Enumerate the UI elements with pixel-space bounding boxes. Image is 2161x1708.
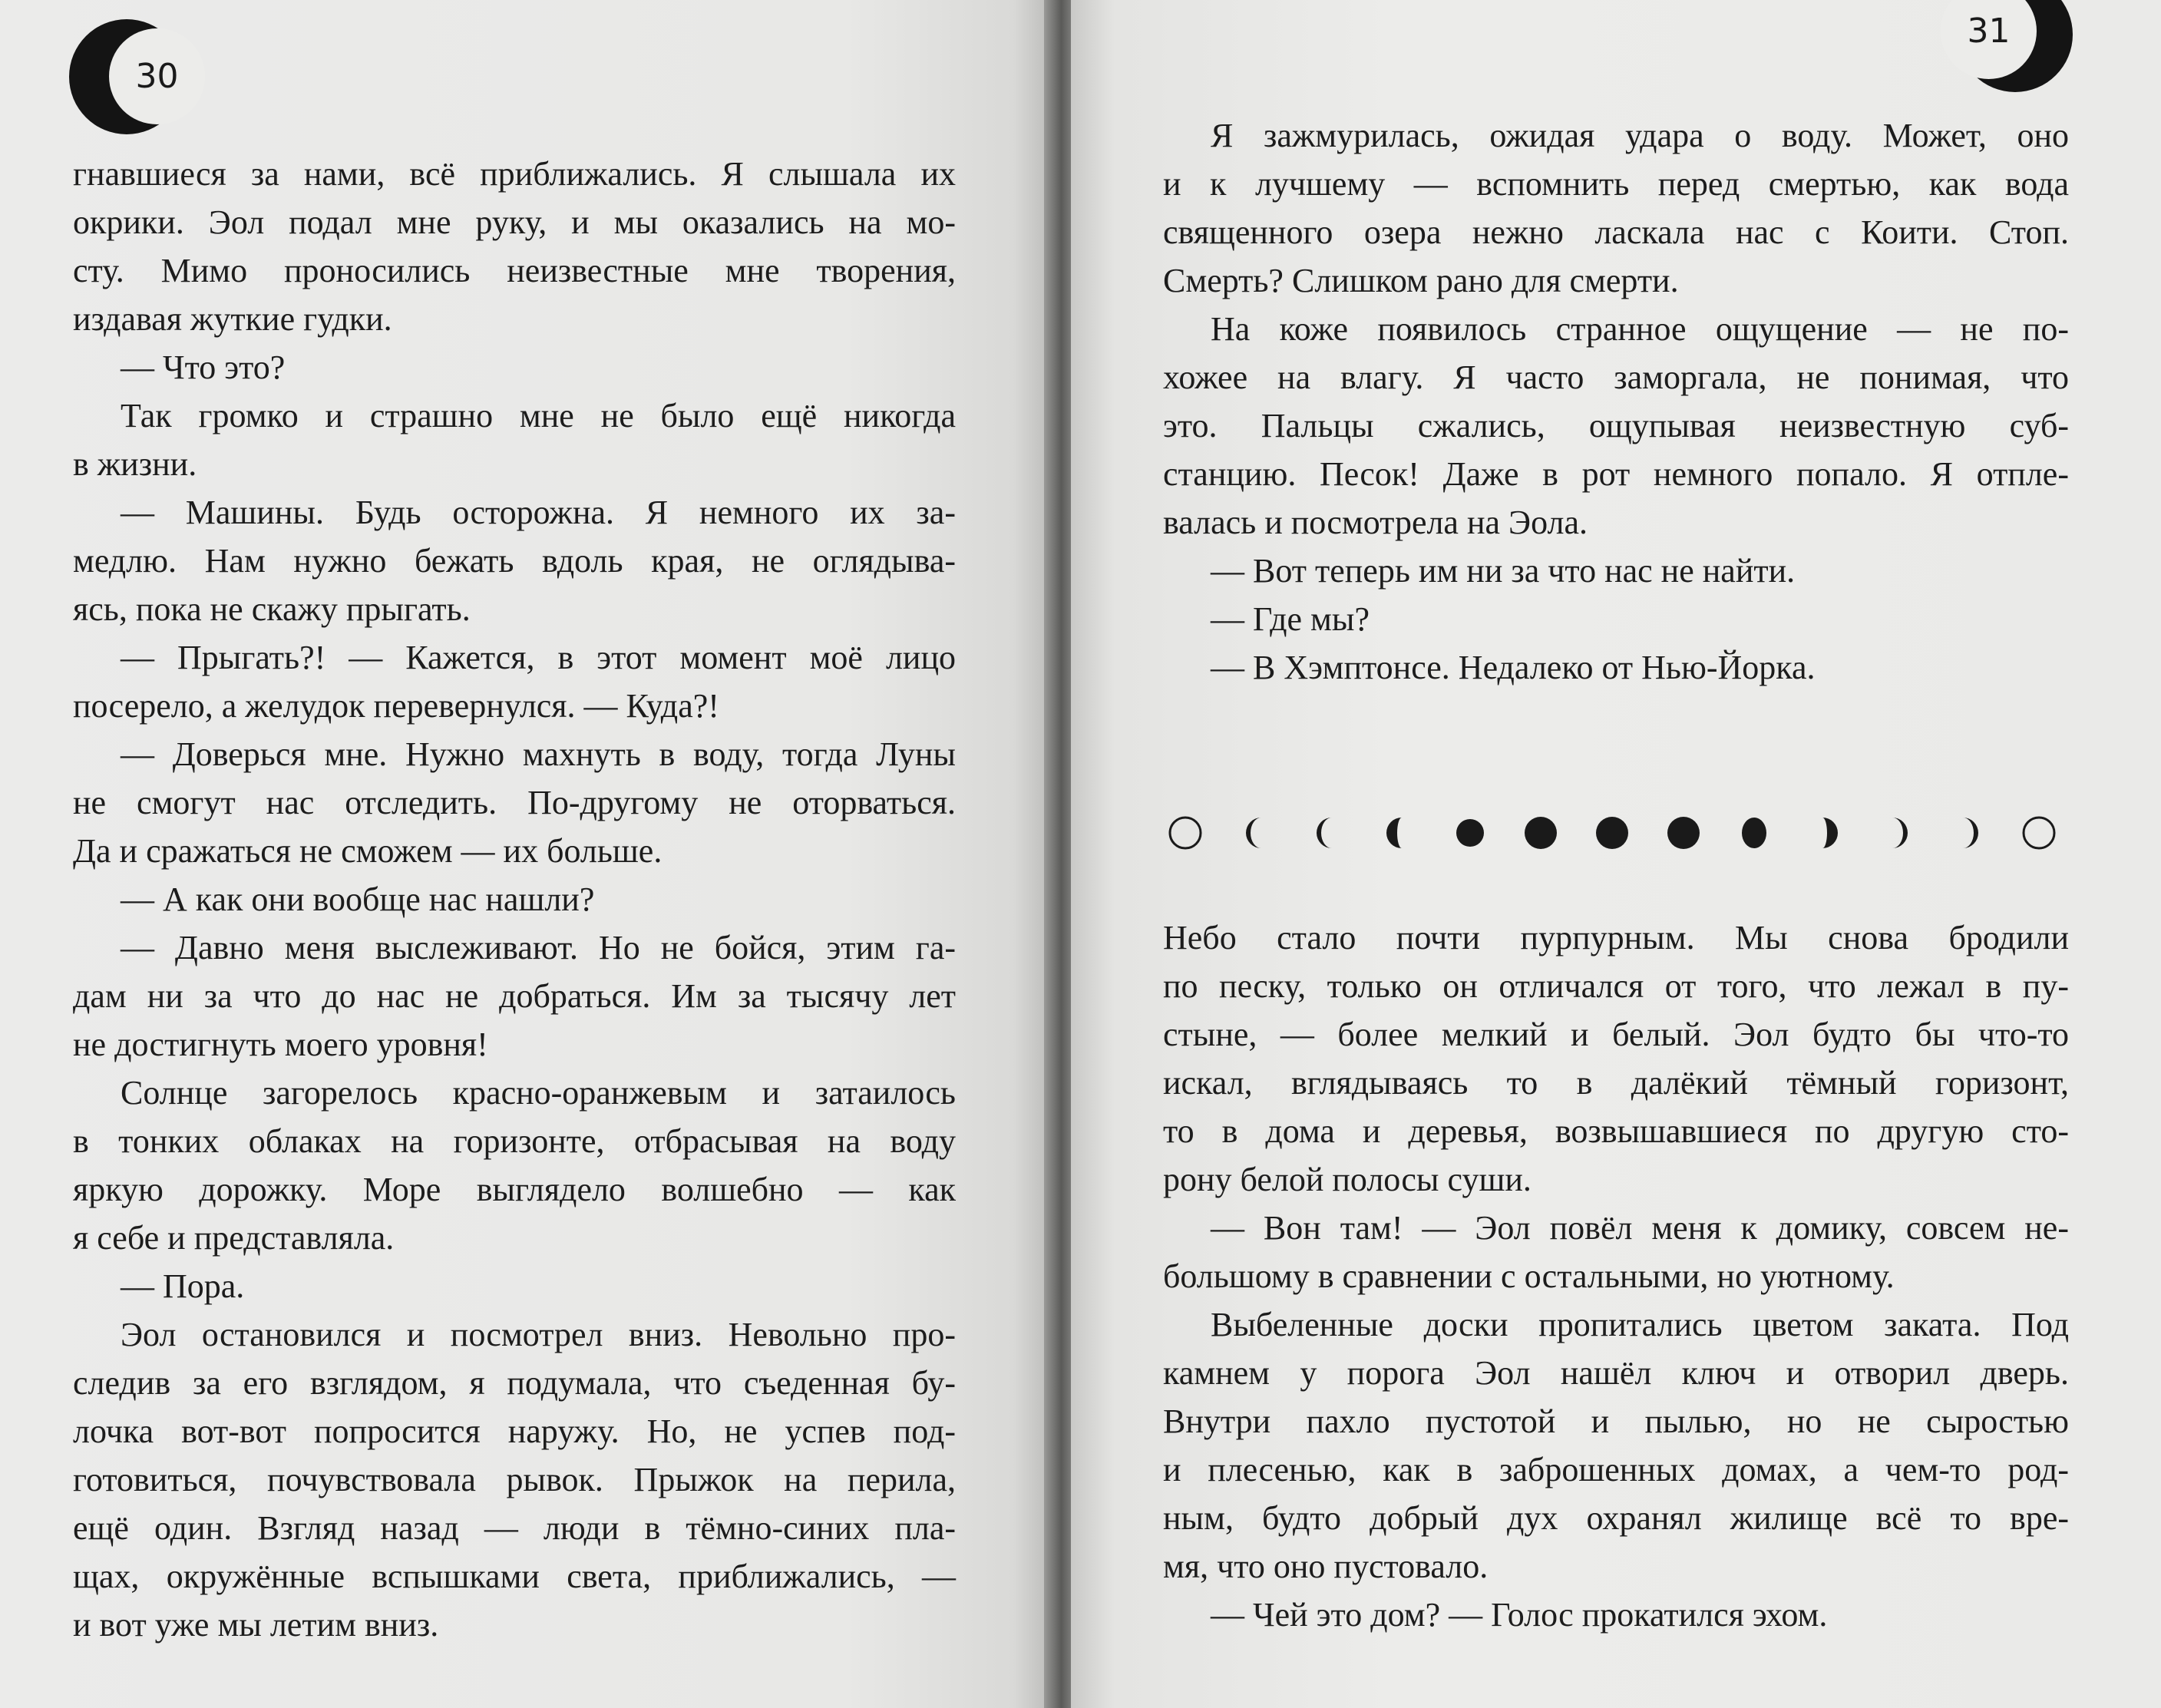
text-line: Солнце загорелось красно-оранжевым и затаилось [121, 1074, 956, 1112]
right-page-body-bottom [1163, 913, 2069, 1639]
waxing-crescent-icon [1238, 814, 1275, 851]
text-line: хожее на влагу. Я часто заморгала, не понимая, что [1163, 358, 2069, 396]
waning-gibbous-icon [1736, 814, 1773, 851]
text-line: это. Пальцы сжались, ощупывая неизвестную суб- [1163, 407, 2069, 444]
right-page-body-top [1163, 111, 2069, 692]
text-line: камнем у порога Эол нашёл ключ и отворил дверь. [1163, 1354, 2069, 1392]
page-number-badge-left [69, 19, 184, 134]
text-line: — Что это? [121, 349, 286, 386]
text-line: дам ни за что до нас не добраться. Им за тысячу лет [73, 977, 956, 1015]
text-line: стыне, — более мелкий и белый. Эол будто бы что-то [1163, 1016, 2069, 1053]
new-moon-icon [1167, 814, 1204, 851]
text-line: — Чей это дом? — Голос прокатился эхом. [1211, 1596, 1828, 1634]
left-page-body [73, 150, 956, 1649]
text-line: станцию. Песок! Даже в рот немного попало. Я отпле- [1163, 455, 2069, 493]
text-line: не достигнуть моего уровня! [73, 1026, 488, 1063]
text-line: яркую дорожку. Море выглядело волшебно — как [73, 1171, 956, 1208]
text-line: — Пора. [121, 1267, 245, 1305]
text-line: Небо стало почти пурпурным. Мы снова бродили [1163, 919, 2069, 956]
text-line: в жизни. [73, 445, 197, 483]
right-page [1071, 0, 2161, 1708]
text-line: — Вон там! — Эол повёл меня к домику, совсем не- [1211, 1209, 2069, 1247]
page-number: 30 [135, 57, 179, 96]
text-line: не смогут нас отследить. По-другому не оторваться. [73, 784, 956, 821]
text-line: и к лучшему — вспомнить перед смертью, как вода [1163, 165, 2069, 203]
text-line: Я зажмурилась, ожидая удара о воду. Может, оно [1211, 117, 2069, 154]
moon-phase-separator [1167, 806, 2057, 860]
text-line: Да и сражаться не сможем — их больше. [73, 832, 663, 870]
text-line: и вот уже мы летим вниз. [73, 1606, 439, 1644]
new-moon-icon [2021, 814, 2057, 851]
text-line: Так громко и страшно мне не было ещё никогда [121, 397, 956, 434]
text-line: ным, будто добрый дух охранял жилище всё то вре- [1163, 1499, 2069, 1537]
text-line: следив за его взглядом, я подумала, что съеденная бу- [73, 1364, 956, 1402]
text-line: Выбеленные доски пропитались цветом заката. Под [1211, 1306, 2069, 1343]
text-line: священного озера нежно ласкала нас с Коити. Стоп. [1163, 213, 2069, 251]
text-line: — Прыгать?! — Кажется, в этот момент моё лицо [121, 639, 956, 676]
text-line: лочка вот-вот попросится наружу. Но, не успев под- [73, 1412, 956, 1450]
text-line: то в дома и деревья, возвышавшиеся по другую сто- [1163, 1112, 2069, 1150]
text-line: — А как они вообще нас нашли? [121, 880, 595, 918]
text-line: — Давно меня выслеживают. Но не бойся, этим га- [121, 929, 956, 966]
full-moon-icon [1522, 814, 1559, 851]
text-line: Эол остановился и посмотрел вниз. Невольно про- [121, 1316, 956, 1353]
text-line: готовиться, почувствовала рывок. Прыжок на перила, [73, 1461, 956, 1498]
text-line: посерело, а желудок перевернулся. — Куда?! [73, 687, 719, 725]
text-line: медлю. Нам нужно бежать вдоль края, не оглядыва- [73, 542, 956, 580]
full-moon-icon [1594, 814, 1631, 851]
text-line: щах, окружённые вспышками света, приближались, — [73, 1558, 956, 1595]
left-page [0, 0, 1056, 1708]
text-line: сту. Мимо проносились неизвестные мне творения, [73, 252, 956, 289]
text-line: — Машины. Будь осторожна. Я немного их за- [121, 494, 956, 531]
page-number-badge-right [1958, 0, 2073, 92]
last-quarter-icon [1807, 814, 1844, 851]
text-line: Смерть? Слишком рано для смерти. [1163, 262, 1679, 299]
text-line: — В Хэмптонсе. Недалеко от Нью-Йорка. [1211, 649, 1816, 686]
text-line: ещё один. Взгляд назад — люди в тёмно-синих пла- [73, 1509, 956, 1547]
text-line: — Вот теперь им ни за что нас не найти. [1211, 552, 1796, 590]
waxing-gibbous-icon [1452, 814, 1489, 851]
full-moon-icon [1665, 814, 1702, 851]
text-line: и плесенью, как в заброшенных домах, а чем-то род- [1163, 1451, 2069, 1488]
text-line: Внутри пахло пустотой и пылью, но не сыростью [1163, 1402, 2069, 1440]
text-line: мя, что оно пустовало. [1163, 1548, 1489, 1585]
text-line: в тонких облаках на горизонте, отбрасывая на воду [73, 1122, 956, 1160]
page-number: 31 [1967, 12, 2011, 51]
text-line: издавая жуткие гудки. [73, 300, 392, 338]
text-line: — Где мы? [1211, 600, 1370, 638]
text-line: ясь, пока не скажу прыгать. [73, 590, 471, 628]
waning-crescent-icon [1878, 814, 1915, 851]
text-line: валась и посмотрела на Эола. [1163, 504, 1588, 541]
text-line: На коже появилось странное ощущение — не по- [1211, 310, 2069, 348]
waxing-crescent-icon [1309, 814, 1346, 851]
text-line: по песку, только он отличался от того, что лежал в пу- [1163, 967, 2069, 1005]
text-line: — Доверься мне. Нужно махнуть в воду, тогда Луны [121, 735, 956, 773]
text-line: искал, вглядываясь то в далёкий тёмный горизонт, [1163, 1064, 2069, 1102]
first-quarter-icon [1380, 814, 1417, 851]
text-line: я себе и представляла. [73, 1219, 395, 1257]
text-line: окрики. Эол подал мне руку, и мы оказались на мо- [73, 203, 956, 241]
text-line: гнавшиеся за нами, всё приближались. Я слышала их [73, 155, 956, 193]
waning-crescent-icon [1949, 814, 1986, 851]
text-line: рону белой полосы суши. [1163, 1161, 1532, 1198]
text-line: большому в сравнении с остальными, но уютному. [1163, 1257, 1895, 1295]
